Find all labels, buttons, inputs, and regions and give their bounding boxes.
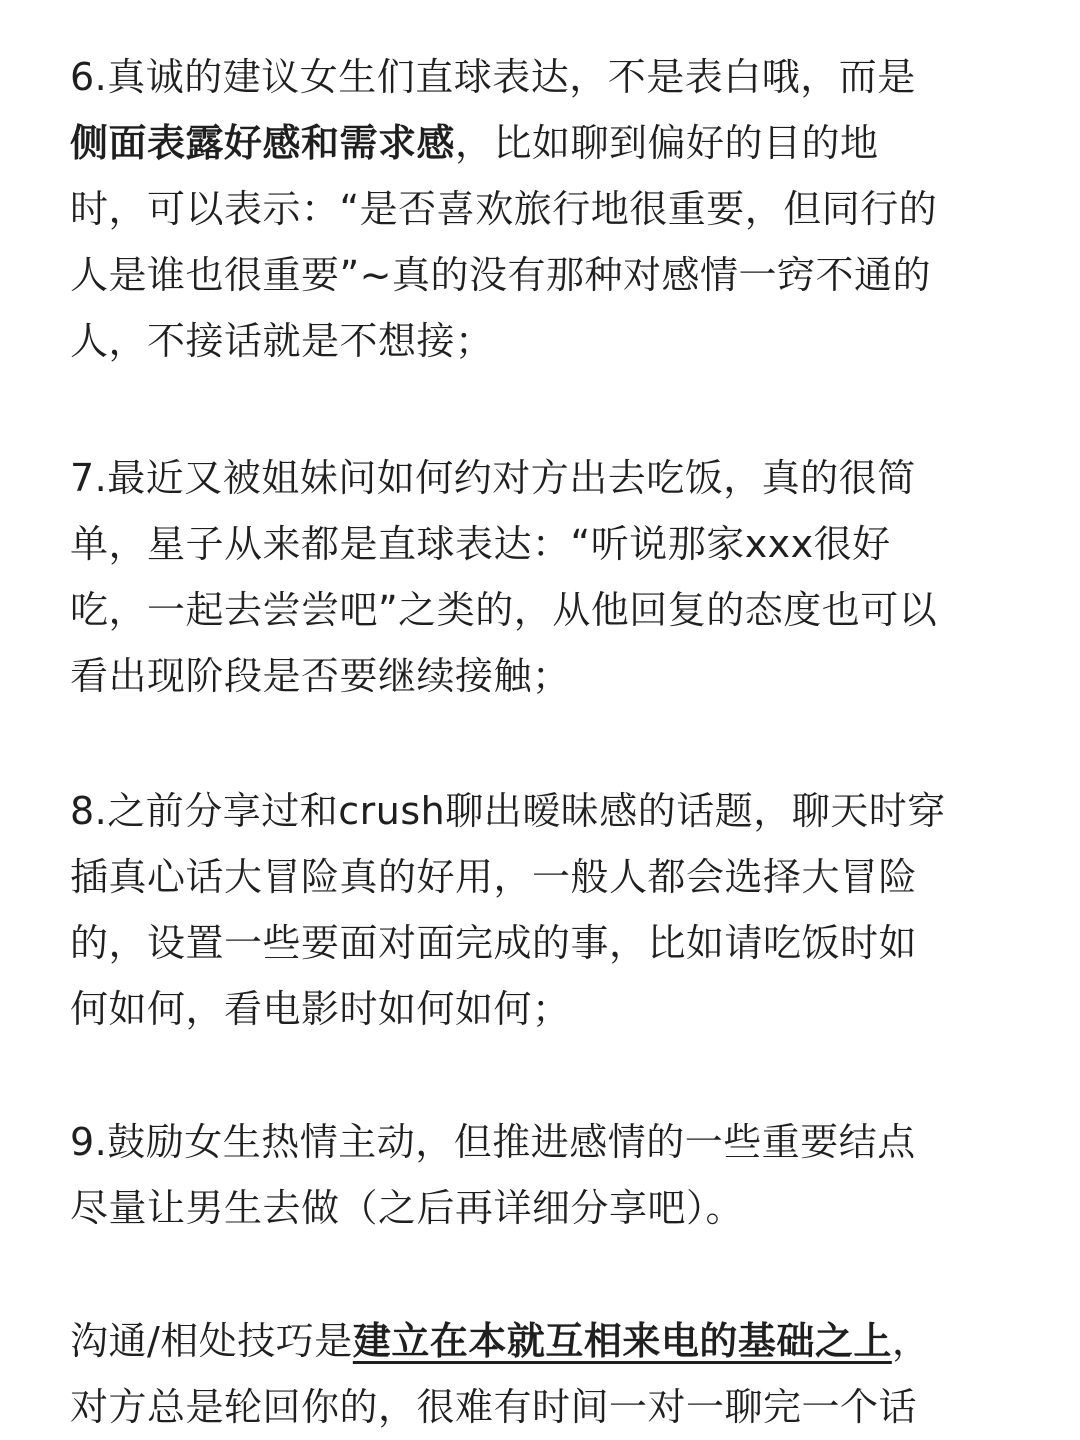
text-line: 插真心话大冒险真的好用，一般人都会选择大冒险: [70, 855, 918, 899]
tip-paragraph-9: [70, 1109, 1030, 1241]
text-line: 单，星子从来都是直球表达：“听说那家xxx很好: [70, 522, 891, 566]
text-line: [70, 1308, 1030, 1374]
text-line: 人，不接话就是不想接；: [70, 319, 494, 363]
text-line: 尽量让男生去做（之后再详细分享吧）。: [70, 1186, 745, 1230]
tip-paragraph-8: [70, 778, 1030, 1042]
text-segment: ，: [891, 1319, 931, 1363]
text-line: 看出现阶段是否要继续接触；: [70, 654, 571, 698]
text-line: 对方总是轮回你的，很难有时间一对一聊完一个话: [70, 1385, 918, 1429]
underlined-emphasis: 建立在本就互相来电的基础之上: [352, 1319, 892, 1363]
text-segment: ，比如聊到偏好的目的地: [455, 121, 879, 165]
text-line: 时，可以表示：“是否喜欢旅行地很重要，但同行的: [70, 187, 938, 231]
text-line: 吃，一起去尝尝吧”之类的，从他回复的态度也可以: [70, 588, 938, 632]
tip-paragraph-6: [70, 44, 1030, 374]
bold-emphasis: 侧面表露好感和需求感: [70, 121, 456, 165]
tip-paragraph-7: [70, 445, 1030, 709]
text-line: 7.最近又被姐妹问如何约对方出去吃饭，真的很简: [70, 456, 916, 500]
text-line: 9.鼓励女生热情主动，但推进感情的一些重要结点: [70, 1120, 916, 1164]
text-segment: 沟通/相处技巧是: [70, 1319, 353, 1363]
text-line: 8.之前分享过和crush聊出暧昧感的话题，聊天时穿: [70, 789, 946, 833]
text-line: 6.真诚的建议女生们直球表达，不是表白哦，而是: [70, 55, 916, 99]
text-line: [70, 110, 1030, 176]
text-line: 何如何，看电影时如何如何；: [70, 987, 571, 1031]
text-line: 人是谁也很重要”~真的没有那种对感情一窍不通的: [70, 253, 932, 297]
text-line: 的，设置一些要面对面完成的事，比如请吃饭时如: [70, 921, 918, 965]
summary-paragraph: [70, 1308, 1030, 1440]
